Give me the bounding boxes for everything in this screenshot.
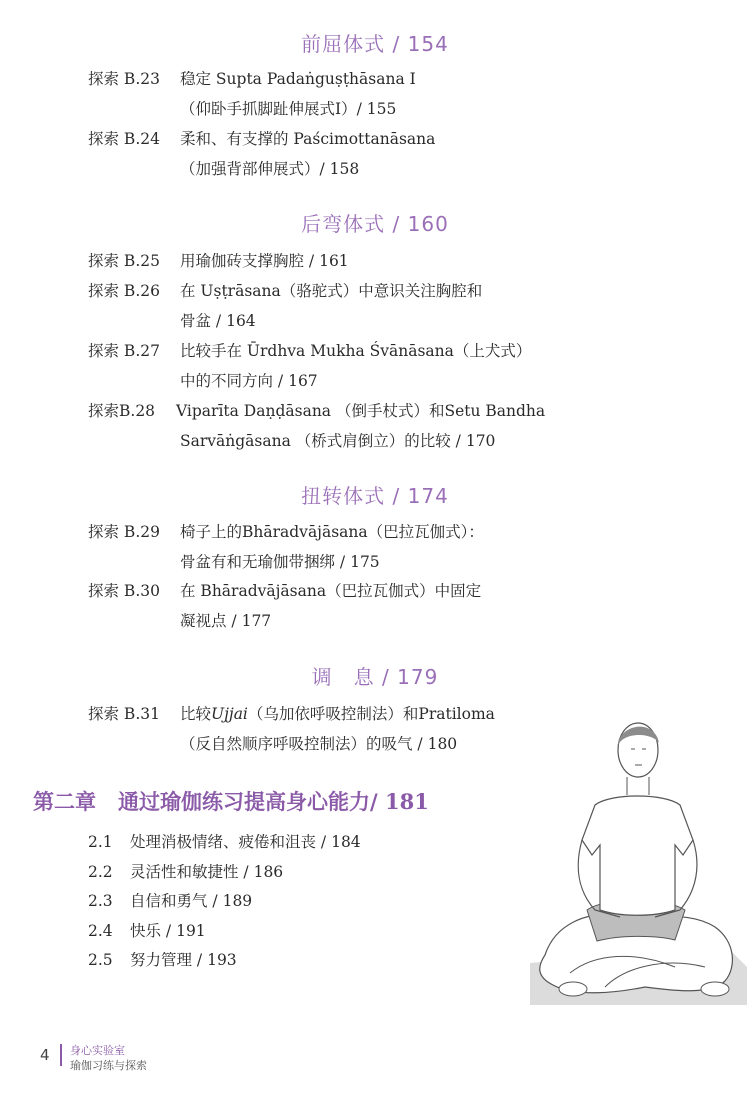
entry-title: 柔和、有支撑的 Paścimottanāsana — [180, 130, 436, 148]
entry-title: 用瑜伽砖支撑胸腔 / 161 — [180, 252, 349, 270]
entry-title-cont: 凝视点 / 177 — [180, 612, 272, 630]
footer-book-subtitle: 瑜伽习练与探索 — [70, 1059, 147, 1072]
entry-title-cont: （反自然顺序呼吸控制法）的吸气 / 180 — [180, 735, 458, 753]
entry-code: 探索 B.24 — [88, 130, 160, 148]
entry-title — [180, 699, 495, 729]
subsection-item — [88, 948, 237, 970]
subsection-number: 2.5 — [88, 951, 113, 969]
section-title-backbends: 后弯体式 / 160 — [301, 212, 449, 236]
chapter-heading — [33, 786, 429, 816]
entry-title: 椅子上的Bhāradvājāsana（巴拉瓦伽式）： — [180, 523, 484, 541]
entry-title-cont: （仰卧手抓脚趾伸展式Ⅰ）/ 155 — [180, 100, 397, 118]
section-title-twists: 扭转体式 / 174 — [301, 484, 449, 508]
entry-title-cont: Sarvāṅgāsana （桥式肩倒立）的比较 / 170 — [180, 432, 496, 450]
entry-code: 探索 B.27 — [88, 342, 160, 360]
subsection-title: 努力管理 / 193 — [130, 951, 237, 969]
entry-code: 探索 B.30 — [88, 582, 160, 600]
shirt — [582, 796, 693, 915]
section-title-forward-bends: 前屈体式 / 154 — [301, 32, 449, 56]
subsection-number: 2.2 — [88, 863, 113, 881]
entry-title-cont: 中的不同方向 / 167 — [180, 372, 318, 390]
subsection-title: 处理消极情绪、疲倦和沮丧 / 184 — [130, 833, 361, 851]
entry-code: 探索 B.31 — [88, 705, 160, 723]
footer-book-title: 身心实验室 — [70, 1044, 125, 1057]
subsection-number: 2.4 — [88, 922, 113, 940]
subsection-number: 2.3 — [88, 892, 113, 910]
entry-code: 探索 B.25 — [88, 252, 160, 270]
subsection-number: 2.1 — [88, 833, 113, 851]
entry-code: 探索 B.29 — [88, 523, 160, 541]
subsection-title: 快乐 / 191 — [130, 922, 206, 940]
seated-yoga-figure-illustration — [525, 705, 747, 1010]
entry-title-part: （乌加依呼吸控制法）和Pratiloma — [247, 705, 495, 723]
entry-title-cont: 骨盆有和无瑜伽带捆绑 / 175 — [180, 553, 380, 571]
subsection-title: 灵活性和敏捷性 / 186 — [130, 863, 284, 881]
subsection-item — [88, 830, 361, 852]
entry-code: 探索 B.23 — [88, 70, 160, 88]
entry-title-part: 比较 — [180, 705, 212, 723]
subsection-item — [88, 860, 283, 882]
entry-title: 在 Uṣṭrāsana（骆驼式）中意识关注胸腔和 — [180, 282, 483, 300]
subsection-title: 自信和勇气 / 189 — [130, 892, 253, 910]
entry-title: Viparīta Daṇḍāsana （倒手杖式）和Setu Bandha — [176, 402, 546, 420]
right-foot — [701, 982, 729, 996]
entry-title-cont: （加强背部伸展式）/ 158 — [180, 160, 360, 178]
entry-title: 稳定 Supta Padaṅguṣṭhāsana Ⅰ — [180, 70, 416, 88]
chapter-title: 通过瑜伽练习提高身心能力/ 181 — [118, 789, 429, 814]
entry-code: 探索 B.26 — [88, 282, 160, 300]
entry-title: 比较手在 Ūrdhva Mukha Śvānāsana（上犬式） — [180, 342, 532, 360]
entry-title-italic: Ujjai — [211, 705, 248, 723]
entry-code: 探索B.28 — [88, 402, 156, 420]
entry-title: 在 Bhāradvājāsana（巴拉瓦伽式）中固定 — [180, 582, 482, 600]
footer-divider — [60, 1044, 62, 1066]
left-foot — [559, 982, 587, 996]
chapter-number: 第二章 — [33, 789, 96, 814]
entry-title-cont: 骨盆 / 164 — [180, 312, 256, 330]
section-title-breathing: 调 息 / 179 — [311, 665, 439, 689]
subsection-item — [88, 889, 252, 911]
subsection-item — [88, 919, 206, 941]
page-number: 4 — [40, 1046, 50, 1064]
